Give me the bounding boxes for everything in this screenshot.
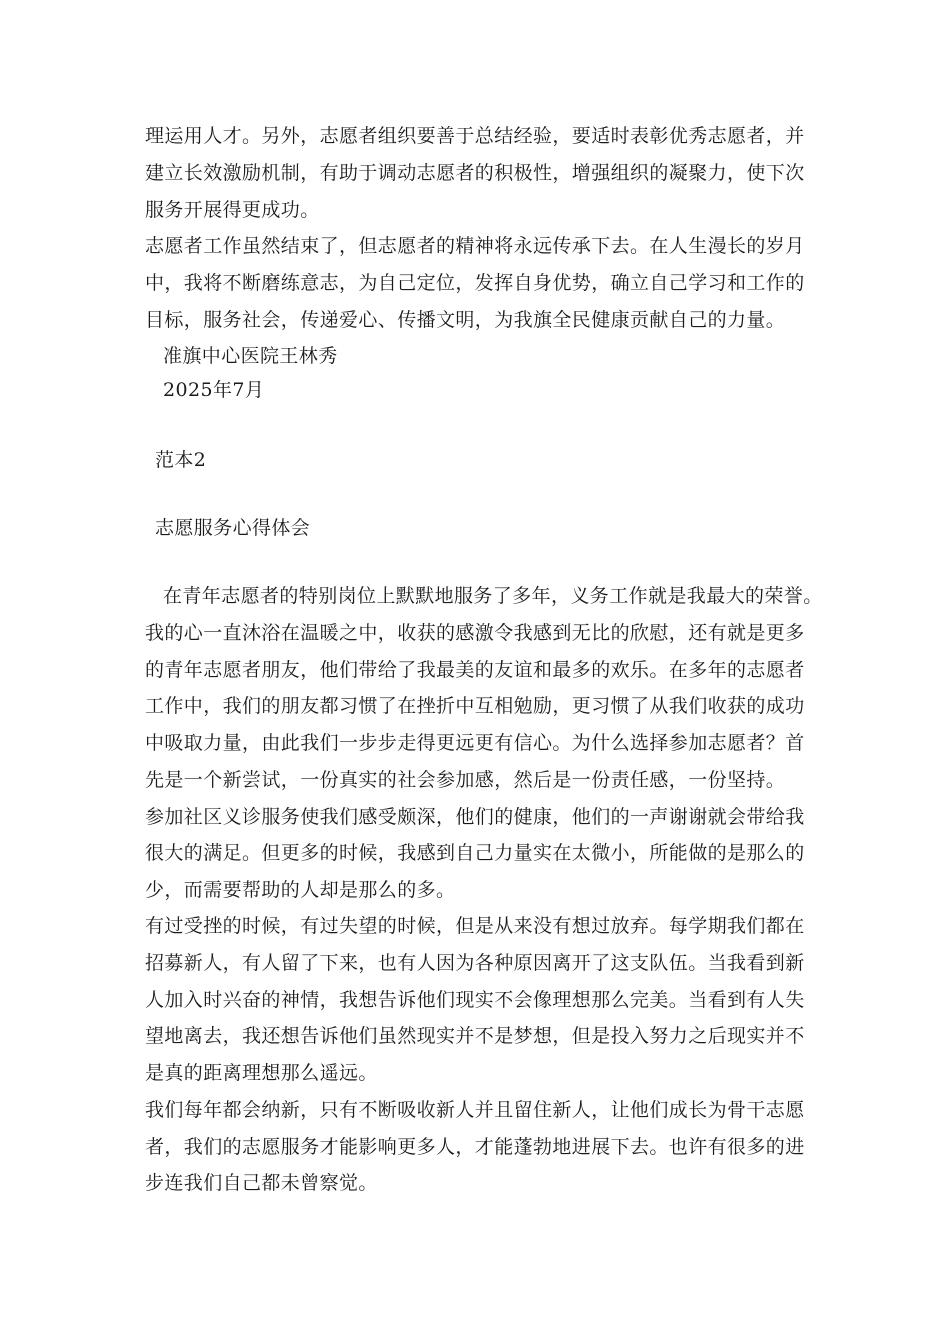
text-line: 我们每年都会纳新，只有不断吸收新人并且留住新人，让他们成长为骨干志愿 — [145, 1099, 805, 1121]
text-line: 参加社区义诊服务使我们感受颇深，他们的健康，他们的一声谢谢就会带给我 — [145, 806, 805, 828]
text-line: 在青年志愿者的特别岗位上默默地服务了多年，义务工作就是我最大的荣誉。 — [163, 585, 823, 607]
text-line: 招募新人，有人留了下来，也有人因为各种原因离开了这支队伍。当我看到新 — [145, 952, 805, 974]
text-line: 建立长效激励机制，有助于调动志愿者的积极性，增强组织的凝聚力，使下次 — [145, 162, 805, 184]
text-line: 的青年志愿者朋友，他们带给了我最美的友谊和最多的欢乐。在多年的志愿者 — [145, 659, 805, 681]
text-line: 中吸取力量，由此我们一步步走得更远更有信心。为什么选择参加志愿者？首 — [145, 732, 805, 754]
text-line: 理运用人才。另外，志愿者组织要善于总结经验，要适时表彰优秀志愿者，并 — [145, 125, 805, 147]
text-line: 人加入时兴奋的神情，我想告诉他们现实不会像理想那么完美。当看到有人失 — [145, 989, 805, 1011]
text-line: 服务开展得更成功。 — [145, 199, 320, 221]
text-line: 少，而需要帮助的人却是那么的多。 — [145, 879, 456, 901]
text-line: 中，我将不断磨练意志，为自己定位，发挥自身优势，确立自己学习和工作的 — [145, 272, 805, 294]
text-line: 者，我们的志愿服务才能影响更多人，才能蓬勃地进展下去。也许有很多的进 — [145, 1136, 805, 1158]
signature: 准旗中心医院王林秀 — [163, 345, 338, 367]
text-line: 望地离去，我还想告诉他们虽然现实并不是梦想，但是投入努力之后现实并不 — [145, 1025, 805, 1047]
text-line: 目标，服务社会，传递爱心、传播文明，为我旗全民健康贡献自己的力量。 — [145, 309, 786, 331]
text-line: 志愿者工作虽然结束了，但志愿者的精神将永远传承下去。在人生漫长的岁月 — [145, 235, 805, 257]
text-line: 有过受挫的时候，有过失望的时候，但是从来没有想过放弃。每学期我们都在 — [145, 915, 805, 937]
text-line: 先是一个新尝试，一份真实的社会参加感，然后是一份责任感，一份坚持。 — [145, 769, 786, 791]
text-line: 步连我们自己都未曾察觉。 — [145, 1172, 378, 1194]
page-title: 志愿服务心得体会 — [155, 517, 311, 539]
text-line: 工作中，我们的朋友都习惯了在挫折中互相勉励，更习惯了从我们收获的成功 — [145, 695, 805, 717]
date: 2025年7月 — [163, 379, 265, 401]
text-line: 很大的满足。但更多的时候，我感到自己力量实在太微小，所能做的是那么的 — [145, 842, 805, 864]
text-line: 是真的距离理想那么遥远。 — [145, 1062, 378, 1084]
text-line: 我的心一直沐浴在温暖之中，收获的感激令我感到无比的欣慰，还有就是更多 — [145, 622, 805, 644]
sample-label: 范本2 — [155, 449, 207, 471]
